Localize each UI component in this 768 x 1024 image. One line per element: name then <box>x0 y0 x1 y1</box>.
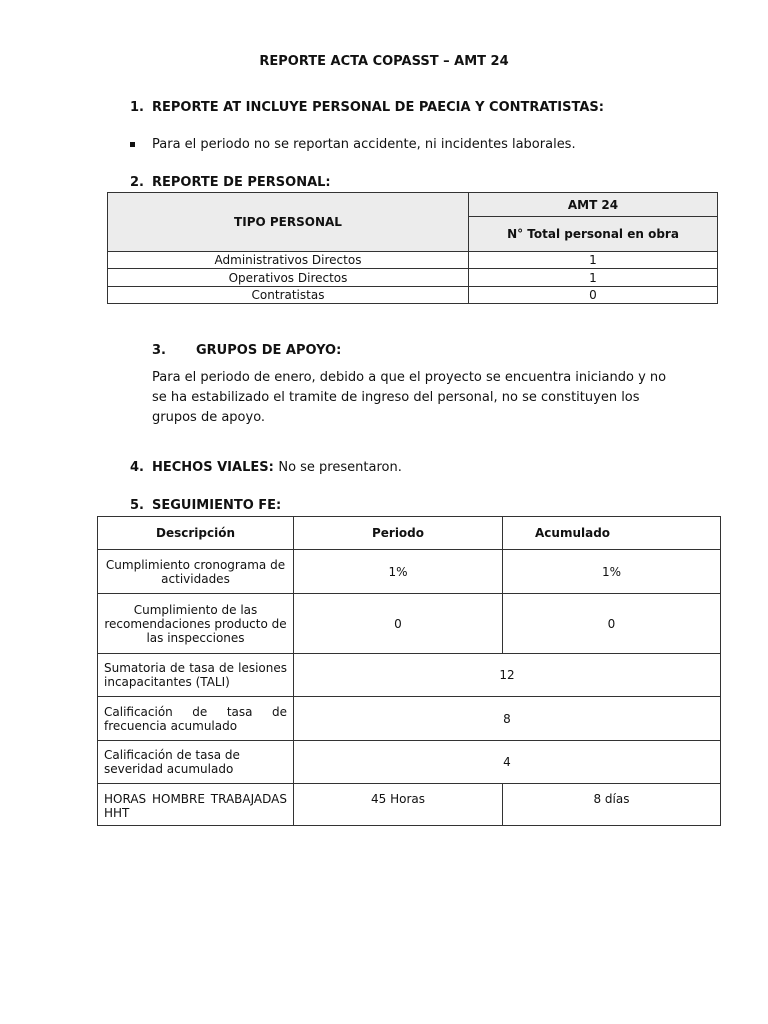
descripcion-header: Descripción <box>98 517 294 550</box>
table-row <box>108 269 718 287</box>
desc-cell: Calificación de tasa de frecuencia acumulado <box>98 697 294 741</box>
section-5-number: 5. <box>130 498 144 513</box>
bullet-icon <box>130 142 135 147</box>
section-5-title: SEGUIMIENTO FE: <box>152 498 282 513</box>
section-1-bullet-text: Para el periodo no se reportan accidente, ni incidentes laborales. <box>152 137 576 152</box>
section-1-heading <box>130 100 604 115</box>
section-3-number: 3. <box>152 343 166 358</box>
section-3-title: GRUPOS DE APOYO: <box>196 343 342 358</box>
merged-value-cell: 4 <box>294 741 721 784</box>
desc-cell: Calificación de tasa de severidad acumulado <box>98 741 294 784</box>
section-1-title: REPORTE AT INCLUYE PERSONAL DE PAECIA Y CONTRATISTAS: <box>152 100 604 115</box>
amt-header: AMT 24 <box>469 193 718 217</box>
table-row <box>98 784 721 826</box>
merged-value-cell: 8 <box>294 697 721 741</box>
section-1-number: 1. <box>130 100 144 115</box>
document-title: REPORTE ACTA COPASST – AMT 24 <box>259 54 509 69</box>
total-cell: 0 <box>469 287 718 304</box>
acumulado-cell: 1% <box>503 550 721 594</box>
section-3-heading <box>152 343 341 358</box>
tipo-cell: Operativos Directos <box>108 269 469 287</box>
section-4-title: HECHOS VIALES: <box>152 460 274 475</box>
personnel-table <box>107 192 718 304</box>
total-cell: 1 <box>469 252 718 269</box>
merged-value-cell: 12 <box>294 654 721 697</box>
seguimiento-table <box>97 516 721 826</box>
section-3-text: Para el periodo de enero, debido a que el proyecto se encuentra iniciando y no se ha estabilizado el tramite de ingreso del personal, no se constituyen los grupos de apoyo. <box>152 370 667 425</box>
table-row <box>98 550 721 594</box>
periodo-header: Periodo <box>294 517 503 550</box>
acumulado-cell: 0 <box>503 594 721 654</box>
desc-cell: Sumatoria de tasa de lesiones incapacitantes (TALI) <box>98 654 294 697</box>
tipo-cell: Administrativos Directos <box>108 252 469 269</box>
section-4-heading <box>130 460 402 475</box>
section-5-heading <box>130 498 281 513</box>
tipo-personal-header: TIPO PERSONAL <box>108 193 469 252</box>
desc-cell: Cumplimiento cronograma de actividades <box>98 550 294 594</box>
section-4-number: 4. <box>130 460 144 475</box>
acumulado-cell: 8 días <box>503 784 721 826</box>
table-row <box>108 287 718 304</box>
total-personal-header: N° Total personal en obra <box>469 217 718 252</box>
section-4-text: No se presentaron. <box>278 460 402 475</box>
acumulado-header: Acumulado <box>503 517 721 550</box>
periodo-cell: 45 Horas <box>294 784 503 826</box>
desc-cell: Cumplimiento de las recomendaciones producto de las inspecciones <box>98 594 294 654</box>
section-2-heading <box>130 175 331 190</box>
tipo-cell: Contratistas <box>108 287 469 304</box>
periodo-cell: 0 <box>294 594 503 654</box>
table-row <box>98 654 721 697</box>
section-2-title: REPORTE DE PERSONAL: <box>152 175 331 190</box>
desc-cell: HORAS HOMBRE TRABAJADAS HHT <box>98 784 294 826</box>
section-2-number: 2. <box>130 175 144 190</box>
table-row <box>98 697 721 741</box>
total-cell: 1 <box>469 269 718 287</box>
table-row <box>108 252 718 269</box>
table-row <box>98 594 721 654</box>
table-row <box>98 741 721 784</box>
periodo-cell: 1% <box>294 550 503 594</box>
